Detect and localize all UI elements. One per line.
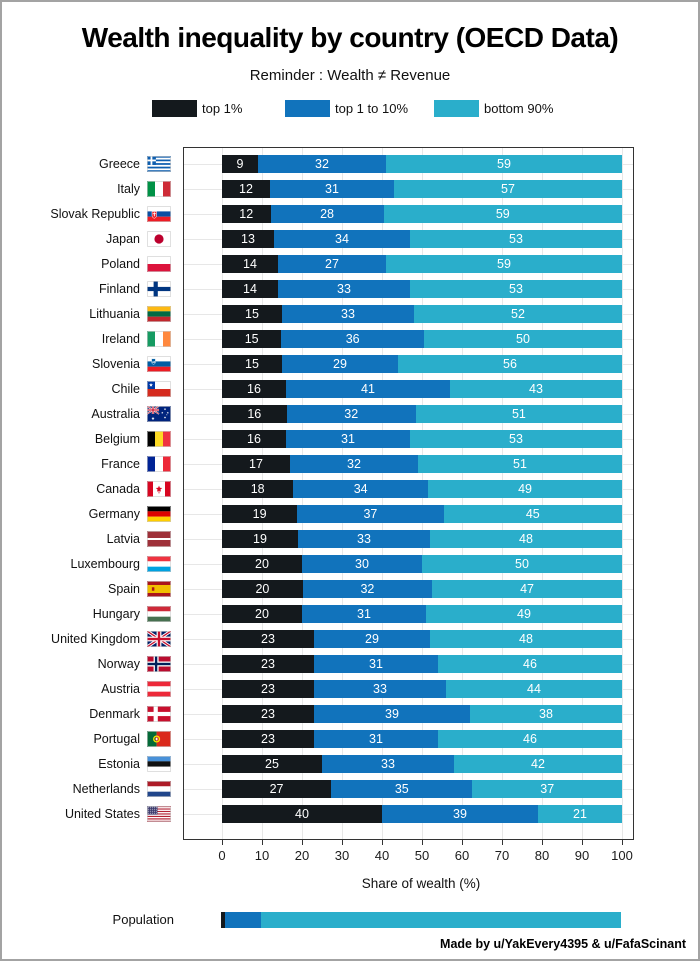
country-label-australia: Australia (91, 407, 140, 421)
x-tick-mark (422, 840, 423, 845)
greece-flag-icon (147, 156, 171, 172)
bar-segment-bottom-90: 53 (410, 230, 622, 248)
country-label-chile: Chile (111, 382, 140, 396)
x-tick-label: 0 (218, 848, 226, 863)
bar-segment-top-1: 17 (222, 455, 290, 473)
x-tick-mark (502, 840, 503, 845)
x-tick-mark (582, 840, 583, 845)
bar-row-ireland (222, 330, 622, 348)
country-label-ireland: Ireland (101, 332, 140, 346)
country-label-united-kingdom: United Kingdom (51, 632, 140, 646)
legend-label-bottom90: bottom 90% (484, 101, 554, 116)
bar-segment-top-1-to-10: 31 (314, 730, 438, 748)
bar-segment-top-1-to-10: 34 (293, 480, 428, 498)
country-label-portugal: Portugal (93, 732, 140, 746)
bar-segment-top-1: 23 (222, 680, 314, 698)
bar-row-japan (222, 230, 622, 248)
country-label-italy: Italy (117, 182, 140, 196)
bar-row-estonia (222, 755, 622, 773)
country-label-luxembourg: Luxembourg (70, 557, 140, 571)
population-label: Population (112, 912, 174, 927)
bar-segment-top-1: 16 (222, 430, 286, 448)
bar-row-france (222, 455, 622, 473)
bar-segment-bottom-90: 53 (410, 280, 622, 298)
bar-segment-top-1-to-10: 32 (287, 405, 416, 423)
country-label-austria: Austria (101, 682, 140, 696)
x-tick-label: 80 (534, 848, 550, 863)
bar-segment-top-1: 19 (222, 505, 297, 523)
bottom90-swatch-icon (434, 100, 479, 117)
credit-text: Made by u/YakEvery4395 & u/FafaScinant (440, 937, 686, 951)
ireland-flag-icon (147, 331, 171, 347)
bar-segment-bottom-90: 46 (438, 655, 622, 673)
legend-label-top1to10: top 1 to 10% (335, 101, 408, 116)
x-tick-label: 60 (454, 848, 470, 863)
bar-segment-top-1-to-10: 33 (278, 280, 410, 298)
x-tick-label: 20 (294, 848, 310, 863)
legend-item-top1to10 (285, 100, 408, 117)
bar-row-norway (222, 655, 622, 673)
country-label-slovenia: Slovenia (92, 357, 140, 371)
bar-segment-top-1-to-10: 34 (274, 230, 410, 248)
bar-row-denmark (222, 705, 622, 723)
latvia-flag-icon (147, 531, 171, 547)
country-label-slovak-republic: Slovak Republic (50, 207, 140, 221)
bar-segment-top-1-to-10: 33 (322, 755, 454, 773)
australia-flag-icon (147, 406, 171, 422)
x-tick-label: 70 (494, 848, 510, 863)
x-tick-label: 50 (414, 848, 430, 863)
country-label-netherlands: Netherlands (72, 782, 140, 796)
spain-flag-icon (147, 581, 171, 597)
country-label-canada: Canada (96, 482, 140, 496)
page-title: Wealth inequality by country (OECD Data) (81, 22, 619, 53)
x-tick-mark (462, 840, 463, 845)
bar-segment-top-1-to-10: 31 (314, 655, 438, 673)
x-tick-mark (262, 840, 263, 845)
bar-row-austria (222, 680, 622, 698)
bar-segment-top-1: 20 (222, 605, 302, 623)
bar-segment-bottom-90: 59 (386, 155, 622, 173)
bar-segment-bottom-90: 48 (430, 530, 622, 548)
finland-flag-icon (147, 281, 171, 297)
bar-row-latvia (222, 530, 622, 548)
x-tick-label: 30 (334, 848, 350, 863)
bar-segment-top-1-to-10: 39 (382, 805, 538, 823)
x-tick-mark (342, 840, 343, 845)
denmark-flag-icon (147, 706, 171, 722)
italy-flag-icon (147, 181, 171, 197)
bar-row-hungary (222, 605, 622, 623)
bar-row-australia (222, 405, 622, 423)
bar-segment-top-1-to-10: 32 (303, 580, 432, 598)
slovenia-flag-icon (147, 356, 171, 372)
bar-segment-top-1-to-10: 27 (278, 255, 386, 273)
bar-segment-bottom-90: 59 (386, 255, 622, 273)
bar-segment-top-1: 23 (222, 655, 314, 673)
bar-segment-top-1-to-10: 36 (281, 330, 424, 348)
population-segment-top-1-to-10 (225, 912, 261, 928)
bar-segment-top-1-to-10: 41 (286, 380, 450, 398)
bar-segment-top-1: 20 (222, 555, 302, 573)
bar-row-poland (222, 255, 622, 273)
x-tick-mark (382, 840, 383, 845)
bar-segment-top-1-to-10: 31 (302, 605, 426, 623)
top1to10-swatch-icon (285, 100, 330, 117)
bar-segment-top-1-to-10: 29 (314, 630, 430, 648)
bar-segment-bottom-90: 49 (428, 480, 622, 498)
country-label-greece: Greece (99, 157, 140, 171)
bar-segment-bottom-90: 59 (384, 205, 622, 223)
bar-row-slovenia (222, 355, 622, 373)
lithuania-flag-icon (147, 306, 171, 322)
bar-segment-bottom-90: 37 (472, 780, 622, 798)
country-label-denmark: Denmark (89, 707, 140, 721)
bar-segment-bottom-90: 45 (444, 505, 622, 523)
bar-segment-top-1: 14 (222, 280, 278, 298)
bar-segment-top-1-to-10: 32 (290, 455, 418, 473)
bar-row-portugal (222, 730, 622, 748)
bar-segment-bottom-90: 48 (430, 630, 622, 648)
bar-segment-top-1: 14 (222, 255, 278, 273)
country-label-japan: Japan (105, 232, 140, 246)
bar-segment-top-1: 23 (222, 705, 314, 723)
bar-segment-top-1: 16 (222, 380, 286, 398)
bar-segment-top-1: 18 (222, 480, 293, 498)
bar-segment-top-1: 27 (222, 780, 331, 798)
bar-row-chile (222, 380, 622, 398)
population-bar (221, 912, 621, 928)
bar-segment-top-1-to-10: 35 (331, 780, 472, 798)
bar-segment-top-1: 12 (222, 205, 271, 223)
bar-segment-top-1-to-10: 28 (271, 205, 384, 223)
bar-segment-top-1: 13 (222, 230, 274, 248)
bar-segment-top-1-to-10: 33 (298, 530, 430, 548)
country-label-belgium: Belgium (94, 432, 140, 446)
bar-segment-top-1: 12 (222, 180, 270, 198)
bar-segment-top-1-to-10: 30 (302, 555, 422, 573)
legend-item-top1 (152, 100, 242, 117)
bar-row-lithuania (222, 305, 622, 323)
france-flag-icon (147, 456, 171, 472)
bar-row-luxembourg (222, 555, 622, 573)
bar-segment-top-1: 19 (222, 530, 298, 548)
poland-flag-icon (147, 256, 171, 272)
x-tick-mark (222, 840, 223, 845)
bar-segment-bottom-90: 49 (426, 605, 622, 623)
chile-flag-icon (147, 381, 171, 397)
bar-segment-top-1: 9 (222, 155, 258, 173)
bar-segment-top-1: 23 (222, 630, 314, 648)
canada-flag-icon (147, 481, 171, 497)
top1-swatch-icon (152, 100, 197, 117)
bar-segment-top-1-to-10: 32 (258, 155, 386, 173)
x-tick-label: 90 (574, 848, 590, 863)
bar-row-netherlands (222, 780, 622, 798)
luxembourg-flag-icon (147, 556, 171, 572)
country-label-finland: Finland (99, 282, 140, 296)
bar-segment-bottom-90: 47 (432, 580, 622, 598)
bar-segment-top-1-to-10: 33 (282, 305, 414, 323)
bar-segment-top-1: 20 (222, 580, 303, 598)
estonia-flag-icon (147, 756, 171, 772)
x-axis-label: Share of wealth (%) (361, 876, 481, 891)
bar-row-spain (222, 580, 622, 598)
x-tick-label: 10 (254, 848, 270, 863)
bar-segment-top-1-to-10: 29 (282, 355, 398, 373)
belgium-flag-icon (147, 431, 171, 447)
bar-segment-top-1: 25 (222, 755, 322, 773)
subtitle: Reminder : Wealth ≠ Revenue (249, 67, 451, 84)
bar-segment-bottom-90: 42 (454, 755, 622, 773)
bar-row-finland (222, 280, 622, 298)
country-label-united-states: United States (64, 807, 140, 821)
bar-segment-top-1-to-10: 31 (286, 430, 410, 448)
x-tick-mark (542, 840, 543, 845)
bar-segment-bottom-90: 38 (470, 705, 622, 723)
bar-row-italy (222, 180, 622, 198)
bar-row-canada (222, 480, 622, 498)
bar-segment-top-1: 15 (222, 355, 282, 373)
bar-row-germany (222, 505, 622, 523)
bar-segment-bottom-90: 21 (538, 805, 622, 823)
x-tick-mark (622, 840, 623, 845)
bar-segment-bottom-90: 44 (446, 680, 622, 698)
bar-segment-bottom-90: 56 (398, 355, 622, 373)
united-kingdom-flag-icon (147, 631, 171, 647)
legend-label-top1: top 1% (202, 101, 243, 116)
bar-row-greece (222, 155, 622, 173)
united-states-flag-icon (147, 806, 171, 822)
bar-row-united-kingdom (222, 630, 622, 648)
bar-segment-top-1: 15 (222, 305, 282, 323)
portugal-flag-icon (147, 731, 171, 747)
bar-segment-top-1: 40 (222, 805, 382, 823)
slovak-republic-flag-icon (147, 206, 171, 222)
bar-segment-top-1: 15 (222, 330, 281, 348)
bar-segment-top-1-to-10: 39 (314, 705, 470, 723)
norway-flag-icon (147, 656, 171, 672)
bar-segment-top-1-to-10: 31 (270, 180, 394, 198)
bar-segment-bottom-90: 57 (394, 180, 622, 198)
bar-segment-top-1: 23 (222, 730, 314, 748)
plot-area (183, 147, 634, 840)
x-tick-label: 100 (611, 848, 633, 863)
x-tick-mark (302, 840, 303, 845)
hungary-flag-icon (147, 606, 171, 622)
bar-segment-bottom-90: 43 (450, 380, 622, 398)
bar-segment-bottom-90: 51 (418, 455, 622, 473)
germany-flag-icon (147, 506, 171, 522)
bar-segment-bottom-90: 52 (414, 305, 622, 323)
bar-segment-top-1-to-10: 33 (314, 680, 446, 698)
population-segment-bottom-90 (261, 912, 621, 928)
country-label-estonia: Estonia (98, 757, 140, 771)
bar-row-belgium (222, 430, 622, 448)
bar-segment-top-1: 16 (222, 405, 287, 423)
country-label-norway: Norway (97, 657, 140, 671)
bar-row-slovak-republic (222, 205, 622, 223)
country-label-france: France (101, 457, 140, 471)
bar-row-united-states (222, 805, 622, 823)
bar-segment-top-1-to-10: 37 (297, 505, 444, 523)
bar-segment-bottom-90: 51 (416, 405, 622, 423)
legend-item-bottom90 (434, 100, 553, 117)
bar-segment-bottom-90: 50 (422, 555, 622, 573)
country-label-latvia: Latvia (106, 532, 140, 546)
bar-segment-bottom-90: 46 (438, 730, 622, 748)
bar-segment-bottom-90: 50 (424, 330, 622, 348)
country-label-poland: Poland (101, 257, 140, 271)
netherlands-flag-icon (147, 781, 171, 797)
country-label-hungary: Hungary (92, 607, 140, 621)
country-label-germany: Germany (88, 507, 140, 521)
japan-flag-icon (147, 231, 171, 247)
country-label-lithuania: Lithuania (89, 307, 140, 321)
austria-flag-icon (147, 681, 171, 697)
country-label-spain: Spain (108, 582, 140, 596)
x-tick-label: 40 (374, 848, 390, 863)
bar-segment-bottom-90: 53 (410, 430, 622, 448)
